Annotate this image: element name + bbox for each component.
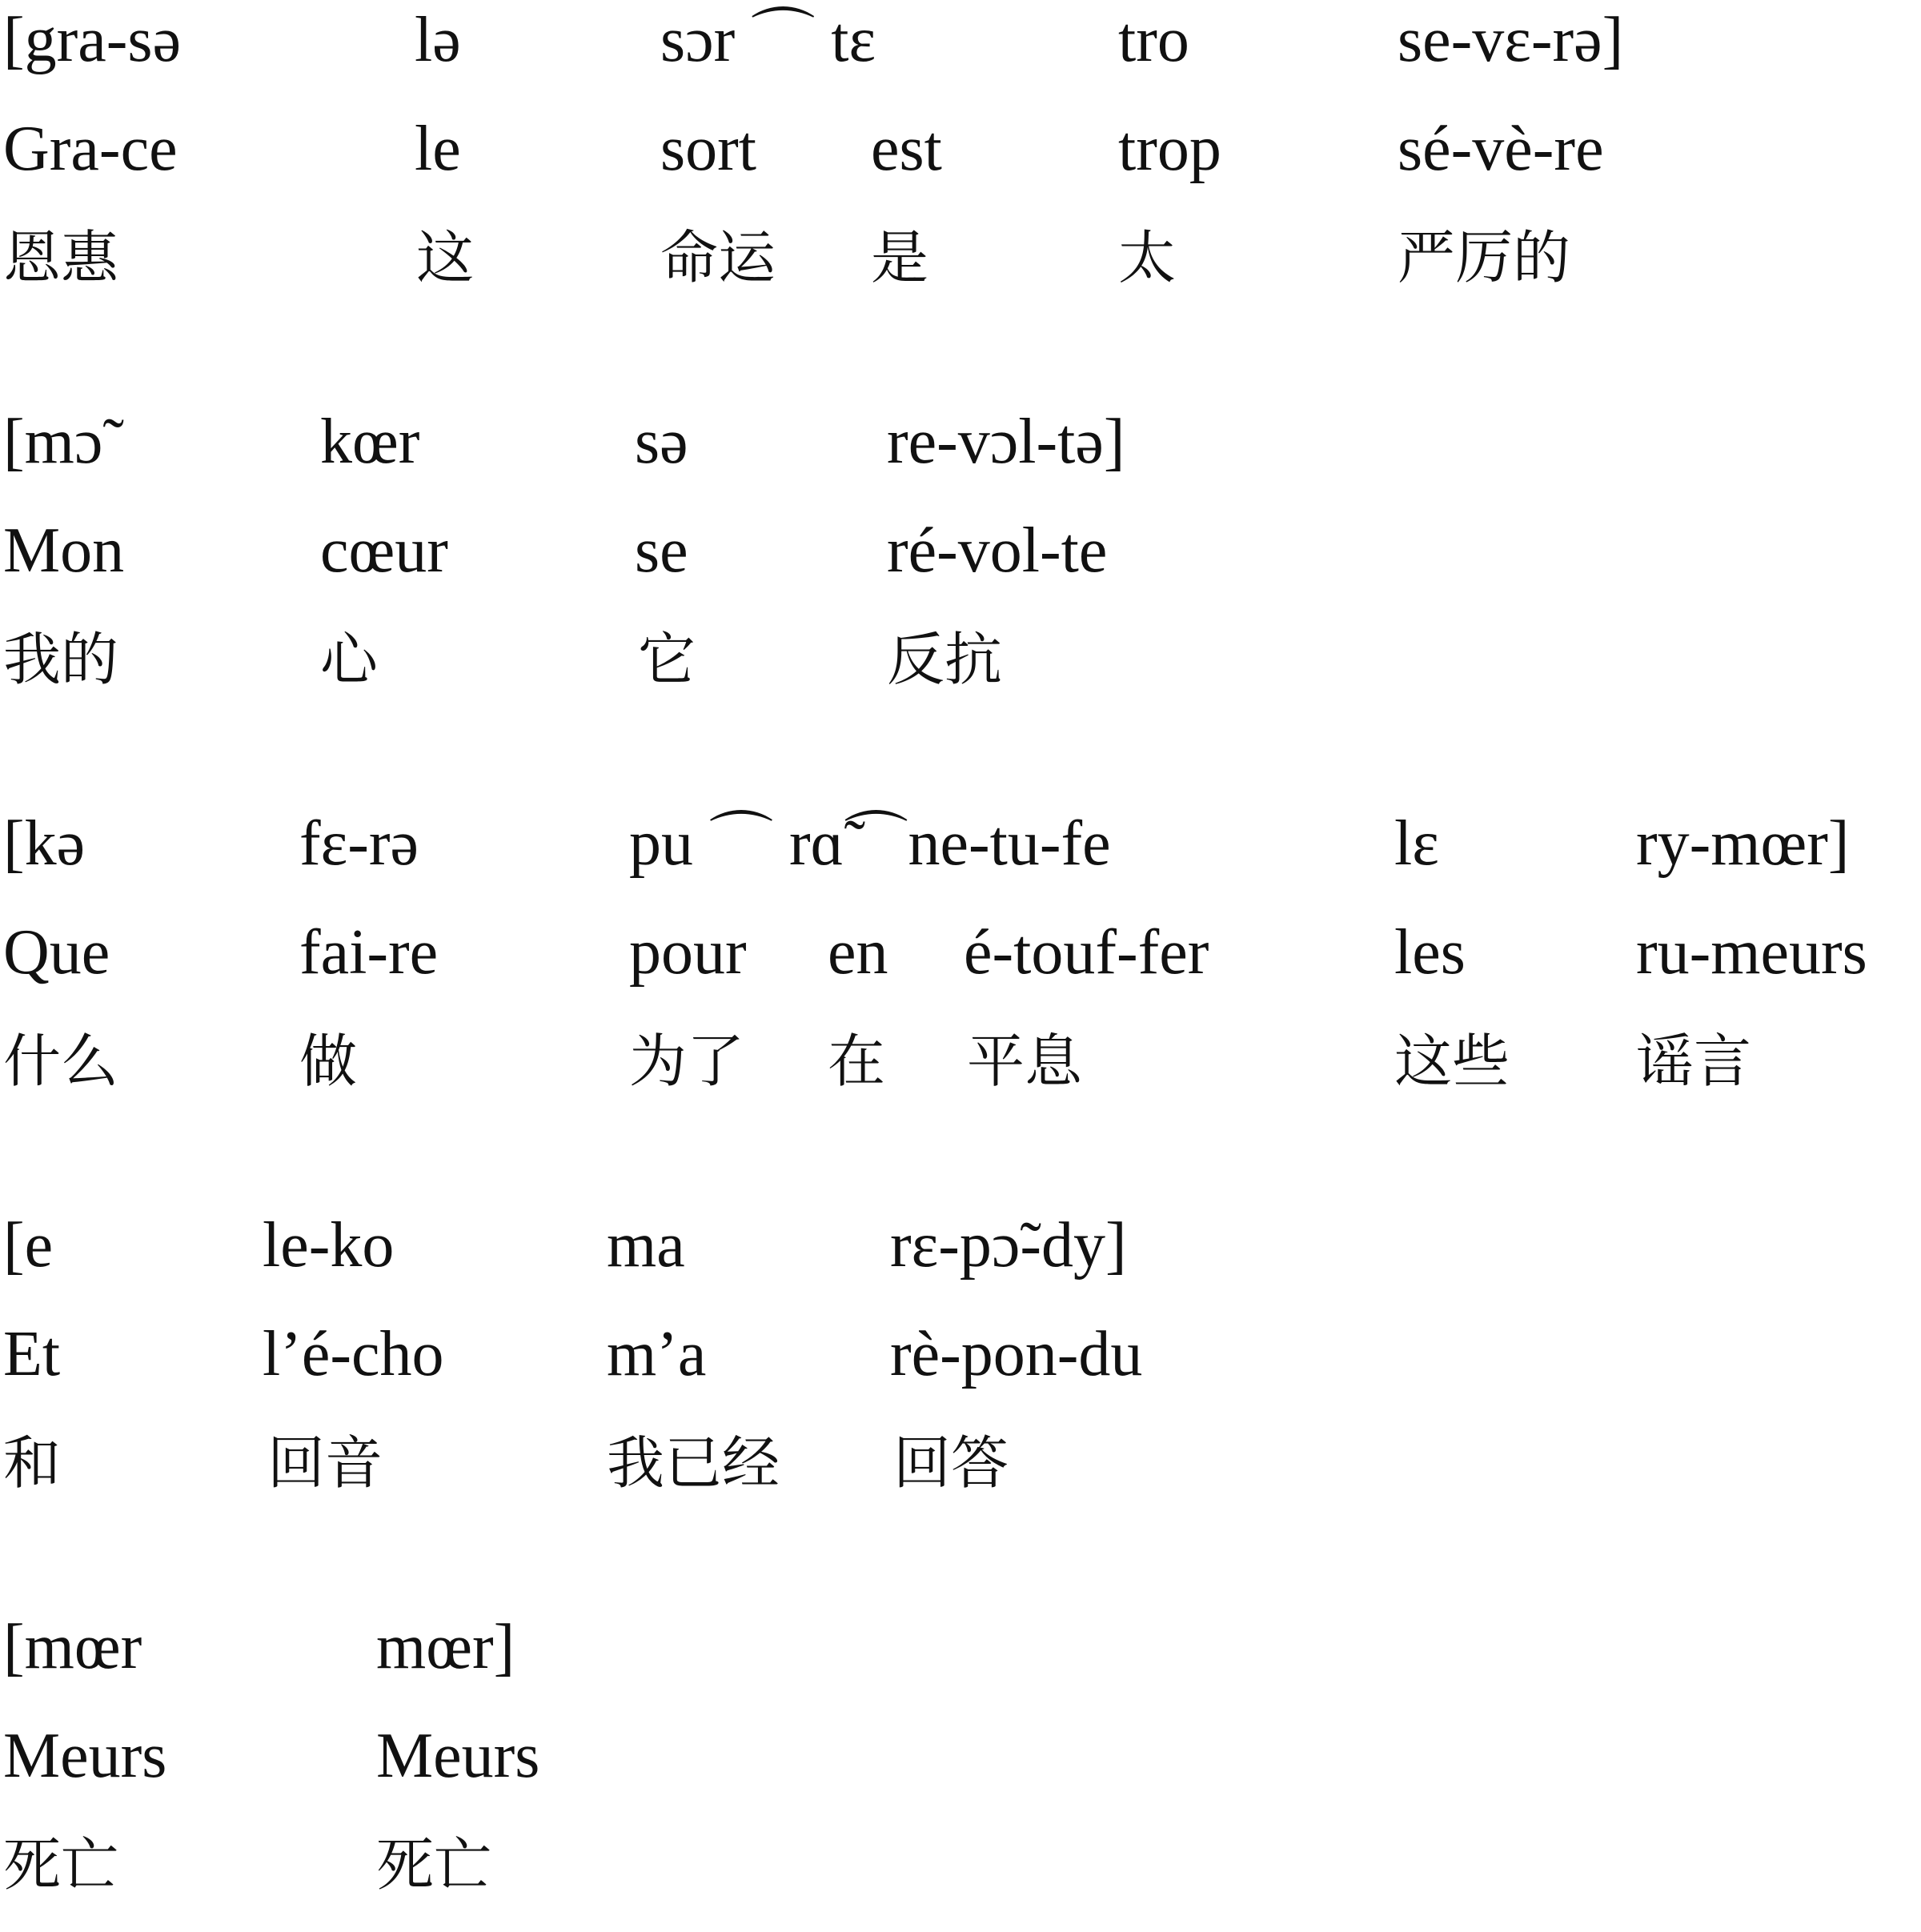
ipa-word: [kə xyxy=(3,808,86,879)
ipa-line xyxy=(0,1210,1921,1309)
ipa-word: kœr xyxy=(320,407,420,477)
french-word: est xyxy=(871,114,942,184)
chinese-line xyxy=(0,626,1921,727)
french-word: pour xyxy=(629,917,747,988)
chinese-word: 是 xyxy=(871,224,929,291)
ipa-word: pu ⌒ rɑ̃⌒ne-tu-fe xyxy=(629,808,1111,879)
ipa-word: lə xyxy=(415,5,461,75)
chinese-word: 反抗 xyxy=(887,626,1003,693)
ipa-word: ma xyxy=(607,1210,685,1281)
ipa-line xyxy=(0,407,1921,506)
chinese-word: 回答 xyxy=(893,1429,1009,1497)
ipa-line xyxy=(0,1612,1921,1711)
ipa-word: sə xyxy=(635,407,688,477)
ipa-word: lɛ xyxy=(1394,808,1439,879)
ipa-word: rɛ-pɔ̃-dy] xyxy=(890,1210,1127,1281)
chinese-line xyxy=(0,1028,1921,1128)
french-word: Mon xyxy=(3,515,125,586)
french-word: en xyxy=(828,917,888,988)
french-line xyxy=(0,114,1921,213)
french-line xyxy=(0,1319,1921,1418)
chinese-word: 它 xyxy=(638,626,696,693)
chinese-word: 这 xyxy=(416,224,475,291)
ipa-line xyxy=(0,808,1921,908)
chinese-word: 我的 xyxy=(3,626,119,693)
chinese-word: 做 xyxy=(299,1028,358,1095)
ipa-word: mœr] xyxy=(376,1612,515,1682)
french-word: Meurs xyxy=(376,1721,540,1791)
french-word: l’é-cho xyxy=(263,1319,444,1389)
ipa-word: sɔr ⌒ tɛ xyxy=(660,5,876,75)
french-word: Et xyxy=(3,1319,61,1389)
french-word: Gra-ce xyxy=(3,114,178,184)
chinese-word: 死亡 xyxy=(376,1831,492,1898)
ipa-word: [mœr xyxy=(3,1612,142,1682)
chinese-word: 为了 xyxy=(629,1028,745,1095)
chinese-word: 心 xyxy=(320,626,379,693)
ipa-word: ry-mœr] xyxy=(1636,808,1850,879)
french-word: les xyxy=(1394,917,1466,988)
french-word: sort xyxy=(660,114,756,184)
chinese-line xyxy=(0,1429,1921,1530)
french-word: ré-vol-te xyxy=(887,515,1108,586)
chinese-word: 平息 xyxy=(967,1028,1083,1095)
french-word: cœur xyxy=(320,515,448,586)
chinese-word: 在 xyxy=(828,1028,886,1095)
ipa-word: [mɔ̃ xyxy=(3,407,103,477)
chinese-word: 谣言 xyxy=(1636,1028,1752,1095)
chinese-word: 死亡 xyxy=(3,1831,119,1898)
chinese-word: 严厉的 xyxy=(1398,224,1571,291)
french-line xyxy=(0,1721,1921,1820)
chinese-line xyxy=(0,1831,1921,1932)
chinese-word: 回音 xyxy=(267,1429,383,1497)
chinese-word: 和 xyxy=(3,1429,62,1497)
chinese-word: 命运 xyxy=(660,224,776,291)
ipa-word: re-vɔl-tə] xyxy=(887,407,1125,477)
french-word: rè-pon-du xyxy=(890,1319,1143,1389)
french-word: Meurs xyxy=(3,1721,167,1791)
ipa-line xyxy=(0,5,1921,104)
french-word: fai-re xyxy=(299,917,439,988)
french-word: le xyxy=(415,114,461,184)
chinese-word: 什么 xyxy=(3,1028,119,1095)
chinese-line xyxy=(0,224,1921,325)
ipa-word: se-vɛ-rə] xyxy=(1398,5,1624,75)
french-word: Que xyxy=(3,917,110,988)
chinese-word: 恩惠 xyxy=(3,224,119,291)
french-line xyxy=(0,515,1921,615)
chinese-word: 太 xyxy=(1118,224,1177,291)
chinese-word: 我已经 xyxy=(607,1429,780,1497)
french-word: m’a xyxy=(607,1319,707,1389)
ipa-word: tro xyxy=(1118,5,1189,75)
french-word: sé-vè-re xyxy=(1398,114,1604,184)
french-line xyxy=(0,917,1921,1016)
ipa-word: [e xyxy=(3,1210,54,1281)
ipa-word: fɛ-rə xyxy=(299,808,419,879)
ipa-word: [gra-sə xyxy=(3,5,182,75)
french-word: ru-meurs xyxy=(1636,917,1867,988)
chinese-word: 这些 xyxy=(1394,1028,1510,1095)
french-word: se xyxy=(635,515,688,586)
french-word: trop xyxy=(1118,114,1221,184)
french-word: é-touf-fer xyxy=(964,917,1209,988)
ipa-word: le-ko xyxy=(263,1210,395,1281)
